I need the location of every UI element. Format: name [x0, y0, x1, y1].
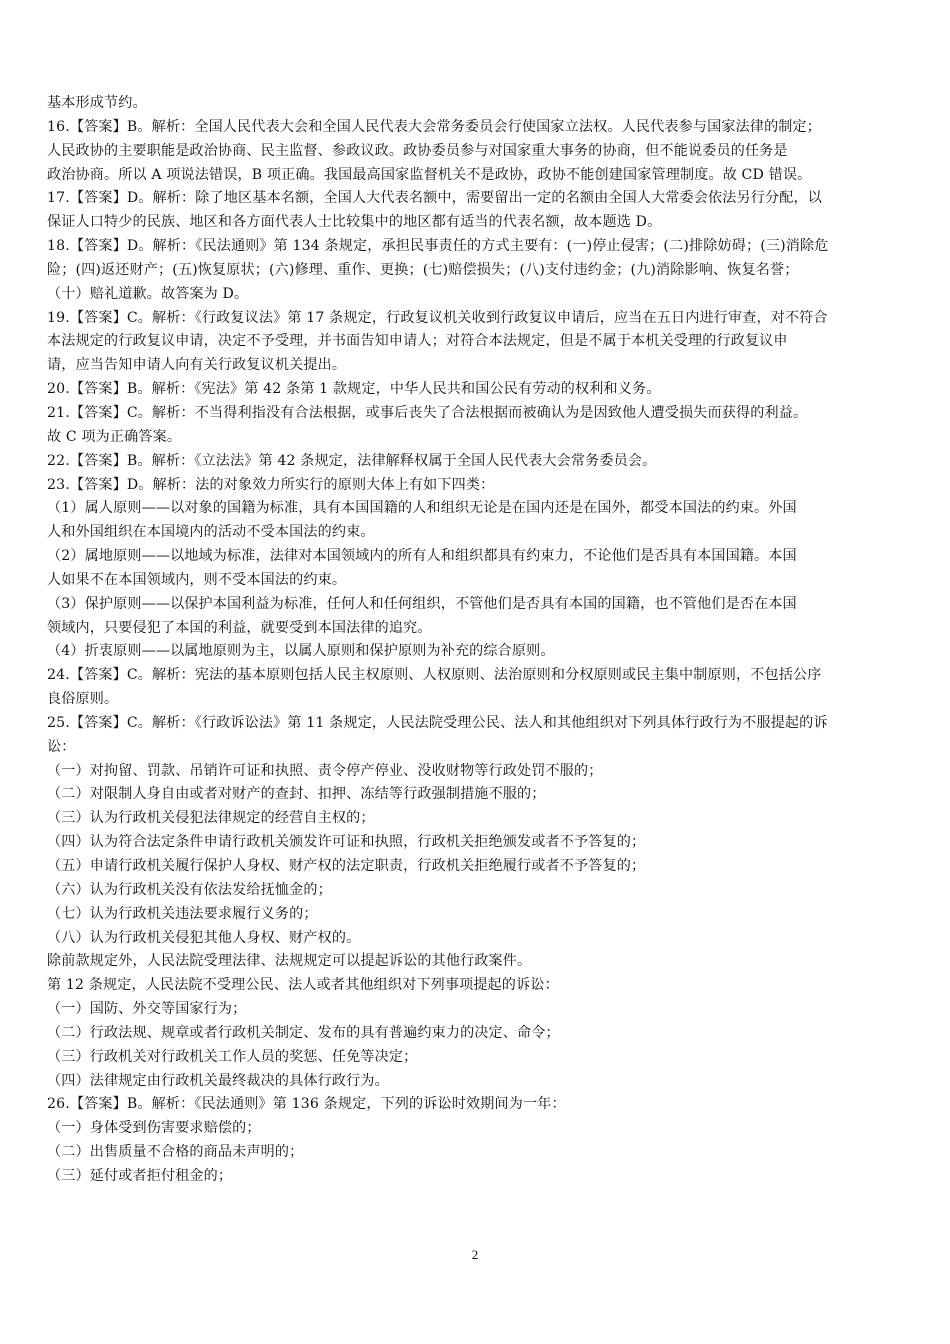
text-line: 19.【答案】C。解析：《行政复议法》第 17 条规定，行政复议机关收到行政复议申请后，应当在五日内进行审查，对不符合: [47, 309, 828, 326]
text-line: 25.【答案】C。解析：《行政诉讼法》第 11 条规定，人民法院受理公民、法人和其他组织对下列具体行政行为不服提起的诉: [47, 714, 828, 731]
text-line: 人如果不在本国领域内，则不受本国法的约束。: [47, 571, 347, 588]
text-line: 讼：: [47, 738, 76, 755]
text-line: （4）折衷原则——以属地原则为主，以属人原则和保护原则为补充的综合原则。: [47, 643, 555, 660]
text-line: （五）申请行政机关履行保护人身权、财产权的法定职责，行政机关拒绝履行或者不予答复的；: [47, 858, 646, 874]
text-line: 人和外国组织在本国境内的活动不受本国法的约束。: [47, 524, 375, 541]
text-line: 故 C 项为正确答案。: [47, 428, 182, 445]
text-line: （二）出售质量不合格的商品未声明的；: [47, 1144, 304, 1161]
text-line: 保证人口特少的民族、地区和各方面代表人士比较集中的地区都有适当的代表名额，故本题选 D。: [47, 214, 662, 231]
text-line: （二）行政法规、规章或者行政机关制定、发布的具有普遍约束力的决定、命令；: [47, 1024, 560, 1041]
text-line: 17.【答案】D。解析：除了地区基本名额，全国人大代表名额中，需要留出一定的名额由全国人大常委会依法另行分配，以: [47, 190, 822, 207]
text-line: （四）法律规定由行政机关最终裁决的具体行政行为。: [47, 1072, 389, 1089]
text-line: （2）属地原则——以地域为标准，法律对本国领域内的所有人和组织都具有约束力，不论他们是否具有本国国籍。本国: [47, 548, 797, 565]
text-line: 险；(四)返还财产；(五)恢复原状；(六)修理、重作、更换；(七)赔偿损失；(八)支付违约金；(九)消除影响、恢复名誉；: [47, 261, 799, 278]
text-line: 本法规定的行政复议申请，决定不予受理，并书面告知申请人；对符合本法规定，但是不属于本机关受理的行政复议申: [47, 333, 788, 350]
text-line: 请，应当告知申请人向有关行政复议机关提出。: [47, 357, 347, 374]
text-line: 18.【答案】D。解析：《民法通则》第 134 条规定，承担民事责任的方式主要有：(一)停止侵害；(二)排除妨碍；(三)消除危: [47, 238, 829, 255]
text-line: 基本形成节约。: [47, 95, 147, 111]
text-line: 21.【答案】C。解析：不当得利指没有合法根据，或事后丧失了合法根据而被确认为是因致他人遭受损失而获得的利益。: [47, 404, 808, 421]
text-line: （二）对限制人身自由或者对财产的查封、扣押、冻结等行政强制措施不服的；: [47, 786, 546, 803]
text-line: 领域内，只要侵犯了本国的利益，就要受到本国法律的追究。: [47, 619, 432, 636]
text-line: 22.【答案】B。解析：《立法法》第 42 条规定，法律解释权属于全国人民代表大会常务委员会。: [47, 452, 657, 469]
text-line: （七）认为行政机关违法要求履行义务的；: [47, 905, 318, 922]
text-line: （一）对拘留、罚款、吊销许可证和执照、责令停产停业、没收财物等行政处罚不服的；: [47, 762, 603, 779]
text-line: 24.【答案】C。解析：宪法的基本原则包括人民主权原则、人权原则、法治原则和分权原则或民主集中制原则，不包括公序: [47, 667, 822, 684]
text-line: 23.【答案】D。解析：法的对象效力所实行的原则大体上有如下四类：: [47, 476, 495, 493]
text-line: （十）赔礼道歉。故答案为 D。: [47, 285, 249, 302]
text-line: （3）保护原则——以保护本国利益为标准，任何人和任何组织，不管他们是否具有本国的国籍，也不管他们是否在本国: [47, 595, 797, 612]
text-line: 第 12 条规定，人民法院不受理公民、法人或者其他组织对下列事项提起的诉讼：: [47, 977, 559, 994]
text-line: （三）认为行政机关侵犯法律规定的经营自主权的；: [47, 810, 375, 827]
text-line: （三）延付或者拒付租金的；: [47, 1167, 233, 1184]
text-line: 20.【答案】B。解析：《宪法》第 42 条第 1 款规定，中华人民共和国公民有劳动的权利和义务。: [47, 381, 661, 398]
text-line: 政治协商。所以 A 项说法错误，B 项正确。我国最高国家监督机关不是政协，政协不能创建国家管理制度。故 CD 错误。: [47, 166, 812, 183]
text-line: （一）身体受到伤害要求赔偿的；: [47, 1120, 261, 1137]
text-line: （四）认为符合法定条件申请行政机关颁发许可证和执照，行政机关拒绝颁发或者不予答复的；: [47, 834, 646, 851]
text-line: （六）认为行政机关没有依法发给抚恤金的；: [47, 881, 332, 898]
text-line: 良俗原则。: [47, 691, 119, 708]
body-text: [47, 92, 910, 1189]
text-line: （八）认为行政机关侵犯其他人身权、财产权的。: [47, 929, 361, 946]
text-line: 除前款规定外，人民法院受理法律、法规规定可以提起诉讼的其他行政案件。: [47, 953, 532, 970]
text-line: 16.【答案】B。解析：全国人民代表大会和全国人民代表大会常务委员会行使国家立法权。人民代表参与国家法律的制定；: [47, 118, 822, 135]
text-line: 人民政协的主要职能是政治协商、民主监督、参政议政。政协委员参与对国家重大事务的协商，但不能说委员的任务是: [47, 142, 788, 159]
text-line: （三）行政机关对行政机关工作人员的奖惩、任免等决定；: [47, 1048, 418, 1065]
text-line: （1）属人原则——以对象的国籍为标准，具有本国国籍的人和组织无论是在国内还是在国外，都受本国法的约束。外国: [47, 500, 797, 517]
text-line: （一）国防、外交等国家行为；: [47, 1001, 247, 1018]
page-number: 2: [471, 1247, 479, 1262]
text-line: 26.【答案】B。解析：《民法通则》第 136 条规定，下列的诉讼时效期间为一年：: [47, 1096, 566, 1113]
